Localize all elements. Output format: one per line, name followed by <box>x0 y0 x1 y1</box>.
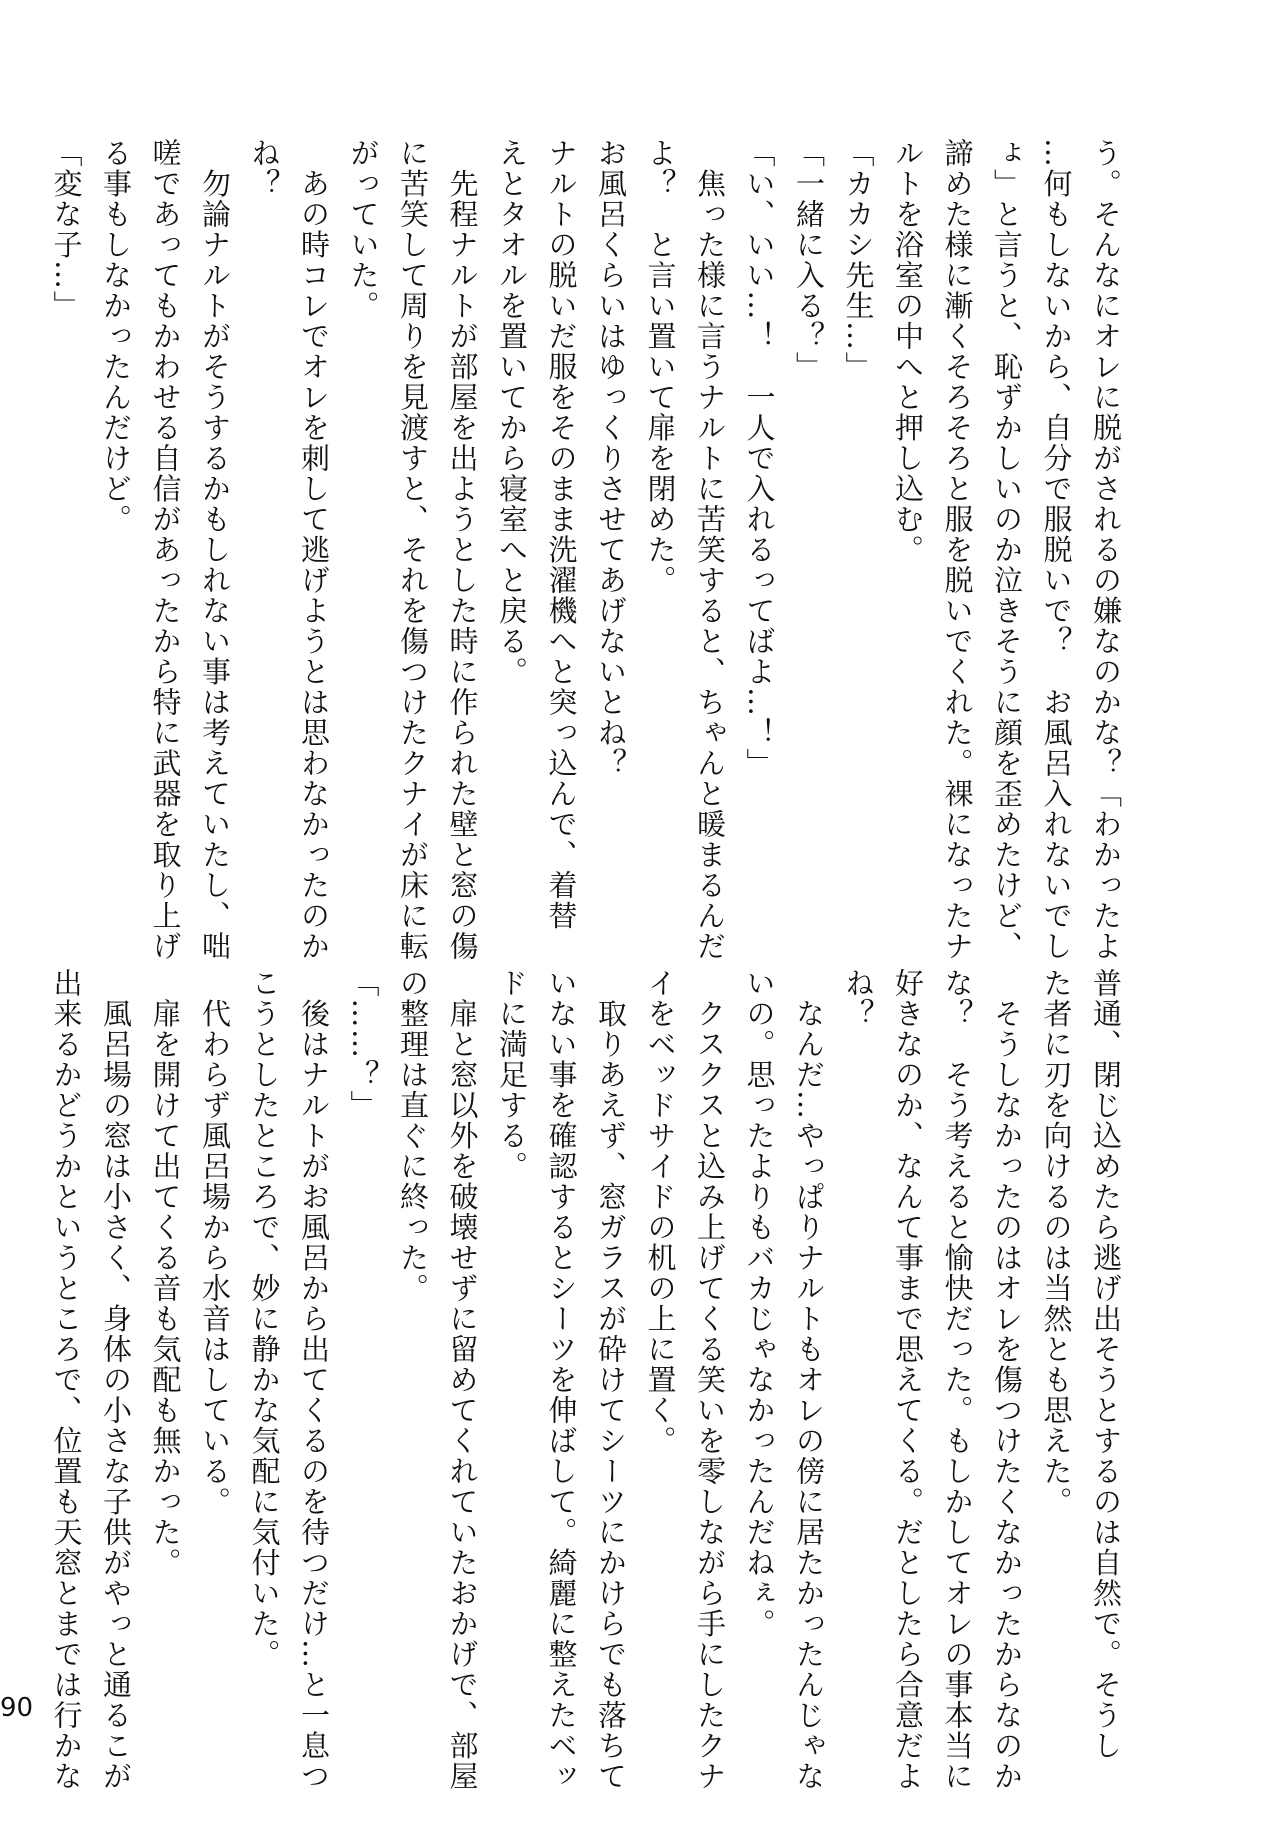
text-line: ドに満足する。 <box>495 968 529 1182</box>
text-line: 風呂場の窓は小さく、身体の小さな子供がやっと通るこが <box>99 968 133 1792</box>
text-line: イをベッドサイドの机の上に置く。 <box>643 968 678 1456</box>
text-line: ね？ <box>841 968 876 1029</box>
text-line: …何もしないから、自分で服脱いで？ お風呂入れないでし <box>1039 138 1074 962</box>
text-line: 「……？」 <box>346 968 381 1121</box>
text-line: あの時コレでオレを刺して逃げようとは思わなかったのか <box>297 138 331 962</box>
text-line: 「い、いい…！ 一人で入れるってばよ…！」 <box>742 138 777 779</box>
text-line: う。そんなにオレに脱がされるの嫌なのかな？「わかったよ <box>1089 138 1123 962</box>
text-line: お風呂くらいはゆっくりさせてあげないとね？ <box>594 138 628 779</box>
text-line: いの。思ったよりもバカじゃなかったんだねぇ。 <box>742 968 777 1639</box>
text-line: いない事を確認するとシーツを伸ばして。綺麗に整えたベッ <box>544 968 579 1792</box>
text-line: る事もしなかったんだけど。 <box>99 138 133 535</box>
text-line: ょ」と言うと、恥ずかしいのか泣きそうに顔を歪めたけど、 <box>990 138 1024 962</box>
text-line: 先程ナルトが部屋を出ようとした時に作られた壁と窓の傷 <box>445 138 480 962</box>
text-line: ルトを浴室の中へと押し込む。 <box>891 138 925 565</box>
text-line: 代わらず風呂場から水音はしている。 <box>198 968 232 1517</box>
text-line: がっていた。 <box>346 138 381 321</box>
text-line: そうしなかったのはオレを傷つけたくなかったからなのか <box>990 968 1024 1792</box>
text-line: 嗟であってもかわせる自信があったから特に武器を取り上げ <box>148 138 183 962</box>
text-line: 扉を開けて出てくる音も気配も無かった。 <box>148 968 183 1578</box>
text-line: 普通、閉じ込めたら逃げ出そうとするのは自然で。そうし <box>1089 968 1123 1761</box>
text-line: 出来るかどうかというところで、位置も天窓とまでは行かな <box>49 968 84 1792</box>
text-line: 焦った様に言うナルトに苦笑すると、ちゃんと暖まるんだ <box>693 138 727 962</box>
text-line: 後はナルトがお風呂から出てくるのを待つだけ…と一息つ <box>297 968 331 1792</box>
text-line: えとタオルを置いてから寝室へと戻る。 <box>495 138 529 687</box>
text-line: クスクスと込み上げてくる笑いを零しながら手にしたクナ <box>693 968 727 1792</box>
text-line: 「変な子…」 <box>49 138 84 321</box>
text-line: こうとしたところで、妙に静かな気配に気付いた。 <box>247 968 282 1670</box>
text-line: 取りあえず、窓ガラスが砕けてシーツにかけらでも落ちて <box>594 968 628 1792</box>
text-line: ね？ <box>247 138 282 199</box>
text-line: よ？ と言い置いて扉を閉めた。 <box>643 138 678 596</box>
text-line: 勿論ナルトがそうするかもしれない事は考えていたし、咄 <box>198 138 232 962</box>
text-line: の整理は直ぐに終った。 <box>396 968 430 1304</box>
text-line: なんだ…やっぱりナルトもオレの傍に居たかったんじゃな <box>792 968 826 1792</box>
text-block-bottom <box>49 968 1130 1792</box>
text-line: な？ そう考えると愉快だった。もしかしてオレの事本当に <box>940 968 975 1792</box>
text-line: 扉と窓以外を破壊せずに留めてくれていたおかげで、部屋 <box>445 968 480 1792</box>
text-line: ナルトの脱いだ服をそのまま洗濯機へと突っ込んで、着替 <box>544 138 579 931</box>
text-line: た者に刃を向けるのは当然とも思えた。 <box>1039 968 1074 1517</box>
page-number: 90 <box>0 1693 34 1723</box>
text-line: 好きなのか、なんて事まで思えてくる。だとしたら合意だよ <box>891 968 925 1792</box>
text-line: 「カカシ先生…」 <box>841 138 876 382</box>
text-line: 「一緒に入る？」 <box>792 138 826 382</box>
text-block-top <box>49 138 1130 962</box>
text-line: に苦笑して周りを見渡すと、それを傷つけたクナイが床に転 <box>396 138 430 962</box>
text-line: 諦めた様に漸くそろそろと服を脱いでくれた。裸になったナ <box>940 138 975 962</box>
